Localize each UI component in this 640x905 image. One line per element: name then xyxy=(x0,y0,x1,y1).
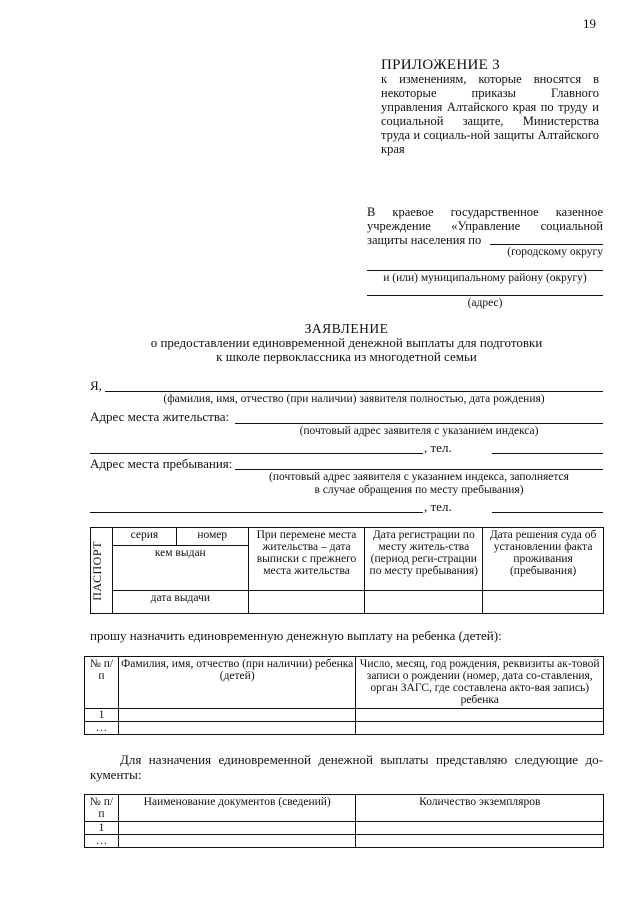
residence-hint: (почтовый адрес заявителя с указанием индекса) xyxy=(299,425,539,437)
number-header: номер xyxy=(176,528,248,546)
docs-num-header: № п/п xyxy=(85,795,119,822)
stay-label: Адрес места пребывания: xyxy=(90,456,233,471)
docs-row-1-count[interactable] xyxy=(356,822,604,835)
addressee-hint-1: (городскому округу xyxy=(507,246,603,258)
addressee-hint-2: и (или) муниципальному району (округу) xyxy=(383,272,587,284)
stay-field[interactable] xyxy=(235,469,603,470)
table-row xyxy=(85,709,604,722)
change-residence-cell[interactable] xyxy=(248,590,365,613)
children-name-header: Фамилия, имя, отчество (при наличии) ребенка (детей) xyxy=(118,657,356,709)
applicant-name-hint: (фамилия, имя, отчество (при наличии) заявителя полностью, дата рождения) xyxy=(163,393,545,405)
passport-side-label: ПАСПОРТ xyxy=(90,540,104,601)
docs-name-header: Наименование документов (сведений) xyxy=(118,795,356,822)
registration-date-cell[interactable] xyxy=(365,590,483,613)
documents-table xyxy=(84,794,604,848)
title-main: ЗАЯВЛЕНИЕ xyxy=(304,321,389,336)
docs-row-2-num: … xyxy=(85,835,119,848)
passport-side-cell xyxy=(91,528,113,614)
table-row xyxy=(85,722,604,735)
change-residence-header: При перемене места жительства – дата выписки с прежнего места жительства xyxy=(248,528,365,591)
docs-row-1-num: 1 xyxy=(85,822,119,835)
tel-field-1[interactable] xyxy=(492,453,603,454)
children-row-2-name[interactable] xyxy=(118,722,356,735)
table-row xyxy=(85,822,604,835)
docs-count-header: Количество экземпляров xyxy=(356,795,604,822)
appendix-text: к изменениям, которые вносятся в некоторые приказы Главного управления Алтайского края по труду и социальной защите, Министерства труда и социаль-ной защиты Алтайского края xyxy=(381,72,599,156)
court-decision-cell[interactable] xyxy=(483,590,604,613)
request-text: прошу назначить единовременную денежную выплату на ребенка (детей): xyxy=(90,628,502,643)
issue-date-header: дата выдачи xyxy=(112,590,248,613)
stay-hint-2: в случае обращения по месту пребывания) xyxy=(314,484,524,496)
stay-field-2[interactable] xyxy=(90,512,423,513)
applicant-name-field[interactable] xyxy=(105,391,603,392)
children-num-header: № п/п xyxy=(85,657,119,709)
addressee-line-1[interactable] xyxy=(490,244,603,245)
registration-date-header: Дата регистрации по месту житель-ства (период реги-страции по месту пребывания) xyxy=(365,528,483,591)
issued-by-header: кем выдан xyxy=(112,546,248,591)
tel-field-2[interactable] xyxy=(492,512,603,513)
applicant-i-label: Я, xyxy=(90,378,102,393)
docs-row-1-name[interactable] xyxy=(118,822,356,835)
passport-table xyxy=(90,527,604,614)
children-table xyxy=(84,656,604,735)
children-row-1-num: 1 xyxy=(85,709,119,722)
residence-field-2[interactable] xyxy=(90,453,423,454)
addressee-line-2[interactable] xyxy=(367,270,603,271)
children-row-1-birth[interactable] xyxy=(356,709,604,722)
children-birth-header: Число, месяц, год рождения, реквизиты ак-товой записи о рождении (номер, дата со-ставления, орган ЗАГС, где составлена акто-вая запись) ребенка xyxy=(356,657,604,709)
court-decision-header: Дата решения суда об установлении факта проживания (пребывания) xyxy=(483,528,604,591)
page-number: 19 xyxy=(583,16,596,31)
series-header: серия xyxy=(112,528,176,546)
document-title xyxy=(90,322,603,364)
title-line-2: к школе первоклассника из многодетной семьи xyxy=(216,349,477,364)
docs-row-2-count[interactable] xyxy=(356,835,604,848)
addressee-text: В краевое государственное казенное учреждение «Управление социальной защиты населения по xyxy=(367,205,603,247)
tel-label-2: , тел. xyxy=(424,499,452,514)
residence-field[interactable] xyxy=(235,423,603,424)
addressee-block xyxy=(367,205,603,247)
docs-row-2-name[interactable] xyxy=(118,835,356,848)
children-row-1-name[interactable] xyxy=(118,709,356,722)
addressee-hint-3: (адрес) xyxy=(467,297,503,309)
table-row xyxy=(85,835,604,848)
addressee-line-3[interactable] xyxy=(367,295,603,296)
documents-text: Для назначения единовременной денежной выплаты представляю следующие до-кументы: xyxy=(90,752,603,782)
title-line-1: о предоставлении единовременной денежной выплаты для подготовки xyxy=(150,335,543,350)
appendix-block xyxy=(381,58,599,156)
children-row-2-num: … xyxy=(85,722,119,735)
children-row-2-birth[interactable] xyxy=(356,722,604,735)
residence-label: Адрес места жительства: xyxy=(90,409,230,424)
tel-label-1: , тел. xyxy=(424,440,452,455)
stay-hint-1: (почтовый адрес заявителя с указанием индекса, заполняется xyxy=(269,471,569,483)
appendix-heading: ПРИЛОЖЕНИЕ 3 xyxy=(381,57,500,73)
